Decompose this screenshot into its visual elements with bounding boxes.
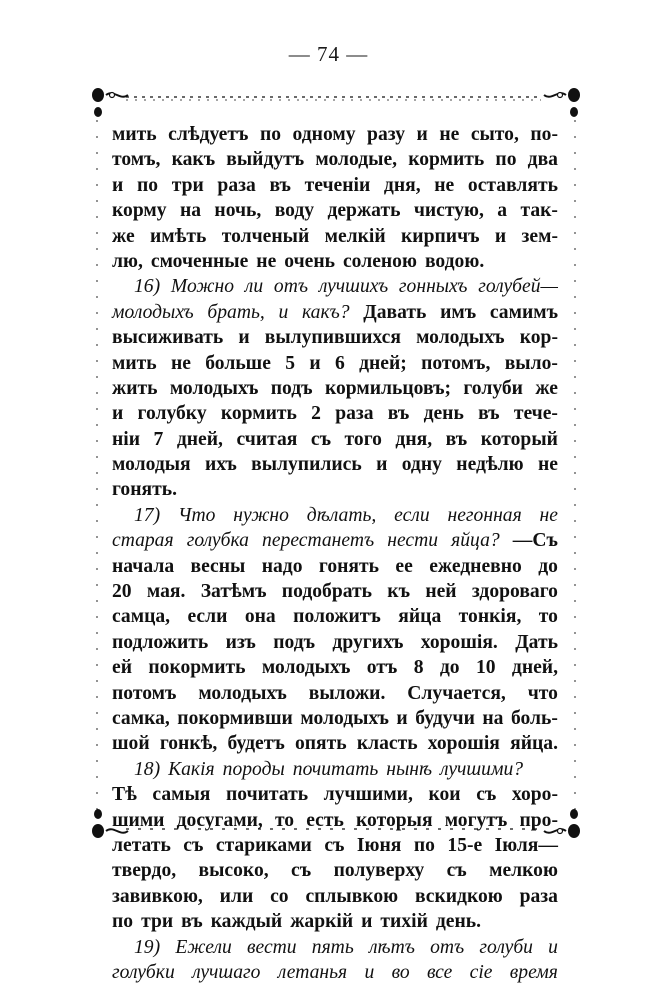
text-word: кирпичъ (401, 225, 480, 247)
text-word: почитать (292, 758, 379, 780)
text-word: не (170, 352, 191, 374)
text-word: мелкою (489, 860, 558, 882)
text-line (112, 884, 558, 909)
text-word: она (244, 606, 276, 628)
text-word: не (538, 454, 558, 476)
text-word: молодыхъ (300, 707, 389, 729)
text-word: мелкій (324, 225, 386, 247)
text-word: на (179, 200, 202, 222)
text-word: съ (291, 860, 312, 882)
text-word: день. (435, 911, 482, 933)
text-word: яйца? (451, 530, 500, 552)
text-line (112, 427, 558, 452)
text-word: яйца. (510, 733, 558, 755)
text-word: 15-е (447, 834, 483, 856)
text-word: гонныхъ (398, 276, 468, 298)
text-word: Что (177, 504, 216, 526)
text-word: раза (335, 403, 374, 425)
text-word: гонкѣ, (159, 733, 218, 755)
text-word: сіе (469, 961, 493, 983)
text-word: какъ? (301, 301, 350, 323)
text-word: молодыхъ (416, 327, 505, 349)
text-word: молодыхъ (112, 301, 194, 323)
text-word: считая (236, 428, 298, 450)
text-line (112, 376, 558, 401)
text-word: день (423, 403, 464, 425)
text-word: очень (284, 250, 335, 272)
text-word: надо (261, 555, 303, 577)
text-word: завивкою, (112, 885, 203, 907)
text-line (112, 681, 558, 706)
text-line (112, 224, 558, 249)
text-line (112, 960, 558, 985)
text-word: кор- (519, 327, 558, 349)
text-word: во (391, 961, 410, 983)
text-word: какъ (171, 149, 216, 171)
text-word: лучшихъ (318, 276, 389, 298)
text-word: мая. (146, 581, 186, 603)
text-word: подъ (273, 631, 316, 653)
text-word: одну (401, 454, 442, 476)
text-word: а (497, 200, 508, 222)
text-word: самыя (152, 784, 211, 806)
text-word: чистую, (413, 200, 484, 222)
text-word: голубку (137, 403, 207, 425)
text-word: 10 (475, 657, 496, 679)
text-line (112, 528, 558, 553)
text-word: молодыхъ (261, 657, 351, 679)
text-line (112, 579, 558, 604)
text-word: породы (222, 758, 285, 780)
text-line (112, 351, 558, 376)
text-word: 2 (311, 403, 321, 425)
text-word: дня, (383, 174, 421, 196)
text-word: и (548, 936, 558, 958)
text-word: же (535, 377, 558, 399)
text-word: не (439, 124, 460, 145)
text-word: хорошія (427, 733, 500, 755)
text-word: и (364, 961, 375, 983)
text-word: и (361, 911, 373, 933)
text-line (112, 554, 558, 579)
text-word: разу (367, 124, 406, 145)
text-word: Іюля— (494, 834, 558, 856)
text-word: подложить (112, 631, 209, 653)
text-word: голубки (112, 961, 175, 983)
text-word: 8 (413, 657, 424, 679)
text-word: лучшими, (323, 784, 413, 806)
text-word: оставлять (467, 174, 558, 196)
text-word: вылупившихся (264, 327, 401, 349)
text-word: съ (446, 860, 467, 882)
text-word: на (482, 707, 504, 729)
text-word: по (495, 149, 517, 171)
text-line (112, 198, 558, 223)
text-word: и (396, 707, 408, 729)
text-word: здороваго (471, 581, 558, 603)
text-word: вести (247, 936, 297, 958)
text-word: томъ, (112, 149, 161, 171)
text-word: хоро- (511, 784, 558, 806)
text-word: негонная (447, 504, 522, 526)
text-word: каждый (210, 911, 283, 933)
text-word: лѣтъ (368, 936, 415, 958)
text-word: Тѣ (112, 784, 137, 806)
text-word: и (278, 301, 289, 323)
text-word: весны (190, 555, 246, 577)
text-line (112, 909, 558, 934)
text-word: перестанетъ (262, 530, 375, 552)
text-word: опять (294, 733, 347, 755)
text-word: или (219, 885, 254, 907)
text-word: же (112, 225, 135, 247)
text-word: класть (356, 733, 418, 755)
text-line (112, 300, 558, 325)
text-word: вылупились (251, 454, 362, 476)
text-word: лучшими? (440, 758, 524, 780)
text-word: кои (428, 784, 461, 806)
text-word: нынѣ (386, 758, 433, 780)
text-word: раза (217, 174, 256, 196)
text-line (112, 757, 558, 782)
text-word: —Съ (512, 530, 558, 552)
text-word: если (394, 504, 430, 526)
text-word: три (141, 911, 174, 933)
text-word: голуби (463, 377, 523, 399)
text-word: имъ (440, 301, 477, 323)
text-word: съ (324, 834, 345, 856)
text-line (112, 604, 558, 629)
text-word: дня, (395, 428, 433, 450)
text-word: нужно (233, 504, 289, 526)
text-line (112, 655, 558, 680)
text-word: гонять. (112, 479, 177, 501)
text-word: летать (112, 834, 171, 856)
text-word: все (426, 961, 453, 983)
text-word: выйдутъ (226, 149, 305, 171)
text-word: съ (183, 834, 204, 856)
text-word: ней (425, 581, 457, 603)
text-word: могутъ (444, 809, 508, 831)
text-line (112, 173, 558, 198)
text-word: корму (112, 200, 167, 222)
text-word: что (527, 682, 558, 704)
text-word: отъ (273, 276, 309, 298)
text-line (112, 808, 558, 833)
text-word: так- (520, 200, 558, 222)
text-word: потомъ (112, 682, 177, 704)
text-line (112, 249, 558, 274)
text-word: Случается, (407, 682, 506, 704)
text-line (112, 833, 558, 858)
text-word: кормильцовъ; (324, 377, 452, 399)
text-word: голуби (479, 936, 533, 958)
text-word: почитать (226, 784, 309, 806)
text-word: ніи (112, 428, 141, 450)
text-word: жить (112, 377, 158, 399)
text-word: лучшаго (192, 961, 261, 983)
text-word: покормить (148, 657, 246, 679)
text-word: шими (112, 809, 165, 831)
text-word: подъ (270, 377, 313, 399)
text-line (112, 630, 558, 655)
text-word: два (527, 149, 558, 171)
text-word: 7 (153, 428, 164, 450)
text-word: Іюня (356, 834, 402, 856)
body-text (112, 122, 558, 985)
text-word: Затѣмъ (200, 581, 267, 603)
text-word: голубей— (478, 276, 558, 298)
text-word: то (538, 606, 558, 628)
text-word: и (238, 327, 250, 349)
text-word: ли (244, 276, 264, 298)
text-word: слѣдуетъ (168, 124, 249, 145)
text-word: будучи (415, 707, 475, 729)
text-line (112, 935, 558, 960)
text-word: 20 (112, 581, 132, 603)
text-word: по (413, 834, 435, 856)
text-word: боль- (510, 707, 558, 729)
text-word: до (439, 657, 460, 679)
text-word: хорошія. (420, 631, 498, 653)
text-word: брать, (207, 301, 265, 323)
text-word: ежедневно (429, 555, 522, 577)
text-word: если (187, 606, 228, 628)
text-word: 5 (285, 352, 296, 374)
text-word: больше (205, 352, 271, 374)
text-word: стариками (215, 834, 312, 856)
text-word: лю, (112, 250, 143, 272)
text-word: мить (112, 124, 157, 145)
page-number: — 74 — (288, 42, 369, 66)
text-word: зем- (521, 225, 558, 247)
text-word: самца, (112, 606, 171, 628)
text-word: и (309, 352, 321, 374)
text-word: мить (112, 352, 157, 374)
text-word: того (344, 428, 382, 450)
text-line (112, 401, 558, 426)
text-word: высоко, (198, 860, 269, 882)
text-word: выло- (504, 352, 558, 374)
text-word: въ (181, 911, 203, 933)
text-word: въ (445, 428, 468, 450)
text-word: твердо, (112, 860, 177, 882)
text-word: въ (269, 174, 291, 196)
text-word: жаркій (290, 911, 354, 933)
text-word: и (494, 225, 507, 247)
text-line (112, 477, 558, 502)
text-word: ихъ (205, 454, 237, 476)
text-word: и (376, 454, 388, 476)
text-word: вскидкою (414, 885, 503, 907)
text-word: самка, (112, 707, 170, 729)
text-word: яйца (398, 606, 442, 628)
text-word: и (112, 174, 124, 196)
text-word: смоченные (150, 250, 249, 272)
text-word: подобрать (281, 581, 372, 603)
text-word: отъ (366, 657, 398, 679)
text-word: тихій (380, 911, 428, 933)
text-word: шой (112, 733, 150, 755)
text-word: теченіи (304, 174, 371, 196)
text-word: три (171, 174, 204, 196)
text-word: начала (112, 555, 175, 577)
text-word: ее (395, 555, 413, 577)
text-word: пять (311, 936, 354, 958)
text-word: нести (387, 530, 439, 552)
text-word: 6 (334, 352, 345, 374)
text-word: дней; (359, 352, 407, 374)
text-line (112, 858, 558, 883)
text-word: досугами, (176, 809, 263, 831)
text-word: раза (519, 885, 558, 907)
text-word: и (112, 403, 124, 425)
text-word: не (539, 504, 558, 526)
text-word: по (112, 911, 134, 933)
text-line (112, 122, 558, 147)
text-word: молодыхъ (198, 682, 287, 704)
text-word: молодыхъ (169, 377, 259, 399)
text-word: самимъ (489, 301, 558, 323)
text-word: не (256, 250, 277, 272)
text-word: ночь, (214, 200, 262, 222)
text-word: соленою (342, 250, 417, 272)
text-word: гонять (318, 555, 379, 577)
text-word: то (274, 809, 295, 831)
text-word: одному (292, 124, 356, 145)
text-word: будетъ (227, 733, 285, 755)
text-word: молодые, (315, 149, 398, 171)
text-word: которыя (356, 809, 433, 831)
text-word: полуверху (333, 860, 425, 882)
text-word: Можно (170, 276, 235, 298)
text-word: Давать (363, 301, 427, 323)
text-word: къ (387, 581, 411, 603)
text-word: сплывкою (305, 885, 399, 907)
text-word: другихъ (332, 631, 404, 653)
text-word: 16) (134, 276, 161, 298)
text-word: по (259, 124, 282, 145)
text-word: имѣть (150, 225, 207, 247)
text-line (112, 325, 558, 350)
text-word: водою. (424, 250, 485, 272)
text-word: Дать (515, 631, 558, 653)
text-word: есть (306, 809, 344, 831)
text-word: молодыя (112, 454, 191, 476)
text-word: съ (310, 428, 332, 450)
text-word: изъ (225, 631, 256, 653)
text-word: тонкія, (458, 606, 522, 628)
text-word: выложи. (308, 682, 386, 704)
text-word: съ (476, 784, 497, 806)
text-word: тече- (513, 403, 558, 425)
text-word: голубка (186, 530, 249, 552)
text-word: и (416, 124, 428, 145)
text-line (112, 147, 558, 172)
text-word: дней, (176, 428, 223, 450)
text-word: со (270, 885, 289, 907)
text-line (112, 452, 558, 477)
text-word: кормить (220, 403, 297, 425)
text-word: старая (112, 530, 174, 552)
text-word: Ежели (175, 936, 232, 958)
text-line (112, 782, 558, 807)
text-word: въ (478, 403, 500, 425)
text-word: положитъ (293, 606, 381, 628)
text-word: ей (112, 657, 132, 679)
text-word: воду (274, 200, 315, 222)
text-word: потомъ, (421, 352, 491, 374)
text-line (112, 503, 558, 528)
text-word: про- (519, 809, 558, 831)
text-word: дѣлать, (306, 504, 377, 526)
text-word: который (480, 428, 558, 450)
text-word: 19) (134, 936, 161, 958)
text-word: 18) (134, 758, 161, 780)
text-line (112, 706, 558, 731)
text-word: по- (530, 124, 558, 145)
text-word: не (434, 174, 455, 196)
text-word: Какія (168, 758, 215, 780)
text-word: сыто, (470, 124, 519, 145)
text-word: по (136, 174, 159, 196)
text-word: покормивши (177, 707, 293, 729)
text-word: кормить (408, 149, 485, 171)
text-word: до (538, 555, 558, 577)
text-word: держать (327, 200, 401, 222)
text-word: въ (387, 403, 410, 425)
text-word: время (509, 961, 558, 983)
text-word: отъ (430, 936, 465, 958)
text-line (112, 731, 558, 756)
text-word: 17) (134, 504, 161, 526)
text-word: дней, (511, 657, 558, 679)
text-word: недѣлю (456, 454, 524, 476)
text-word: толченый (221, 225, 310, 247)
text-line (112, 274, 558, 299)
text-word: высиживать (112, 327, 224, 349)
text-word: летанья (277, 961, 348, 983)
